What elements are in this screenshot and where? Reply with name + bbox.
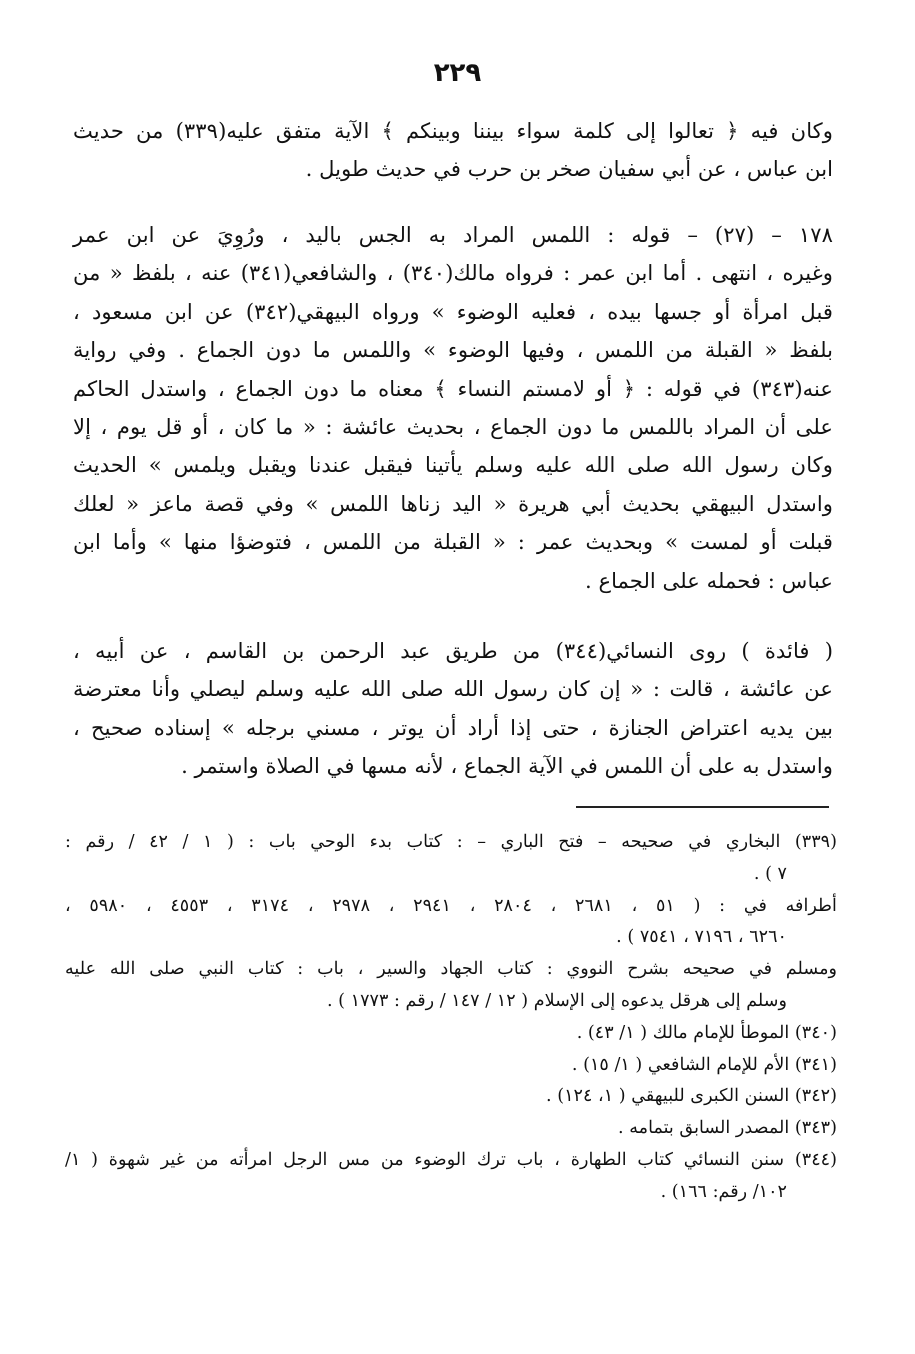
paragraph-hadith-178 <box>73 216 833 600</box>
text-line: عنه(٣٤٣) في قوله : ﴿ أو لامستم النساء ﴾ معناه ما دون الجماع ، واستدل الحاكم <box>73 375 833 401</box>
footnote-line: وسلم إلى هرقل يدعوه إلى الإسلام ( ١٢ / ١٤٧ / رقم : ١٧٧٣ ) . <box>326 990 787 1011</box>
text-line: وكان رسول الله صلى الله عليه وسلم يأتينا فيقبل عندنا ويقبل ويلمس » الحديث <box>73 452 833 478</box>
paragraph-faida <box>73 632 833 786</box>
text-line: واستدل به على أن اللمس في الآية الجماع ، لأنه مسها في الصلاة واستمر . <box>181 753 833 779</box>
footnote-line: ومسلم في صحيحه بشرح النووي : كتاب الجهاد والسير ، باب : كتاب النبي صلى الله عليه <box>65 959 837 980</box>
text-line: قبلت أو لمست » وبحديث عمر : « القبلة من اللمس ، فتوضؤا منها » وأما ابن <box>73 529 833 555</box>
text-line: عباس : فحمله على الجماع . <box>584 567 833 593</box>
page-number: ٢٢٩ <box>433 58 482 88</box>
text-line: وكان فيه ﴿ تعالوا إلى كلمة سواء بيننا وبينكم ﴾ الآية متفق عليه(٣٣٩) من حديث <box>73 118 834 143</box>
text-line: ( فائدة ) روى النسائي(٣٤٤) من طريق عبد الرحمن بن القاسم ، عن أبيه ، <box>73 638 833 663</box>
text-line: قبل امرأة أو جسها بيده ، فعليه الوضوء » ورواه البيهقي(٣٤٢) عن ابن مسعود ، <box>73 298 833 324</box>
footnote-line: أطرافه في : ( ٥١ ، ٢٦٨١ ، ٢٨٠٤ ، ٢٩٤١ ، ٢٩٧٨ ، ٣١٧٤ ، ٤٥٥٣ ، ٥٩٨٠ ، <box>65 895 837 916</box>
footnote-line: ٦٢٦٠ ، ٧١٩٦ ، ٧٥٤١ ) . <box>616 927 787 948</box>
footnote-divider <box>576 806 829 808</box>
footnotes <box>65 827 837 1209</box>
text-line: بلفظ « القبلة من اللمس ، وفيها الوضوء » واللمس ما دون الجماع . وفي رواية <box>73 337 833 363</box>
text-line: وغيره ، انتهى . أما ابن عمر : فرواه مالك(٣٤٠) ، والشافعي(٣٤١) عنه ، بلفظ « من <box>73 260 834 286</box>
text-line: عن عائشة ، قالت : « إن كان رسول الله صلى الله عليه وسلم ليصلي وأنا معترضة <box>73 676 833 702</box>
footnote-line: (٣٤٤) سنن النسائي كتاب الطهارة ، باب ترك الوضوء من مس الرجل امرأته من غير شهوة ( ١/ <box>65 1149 837 1170</box>
text-line: واستدل البيهقي بحديث أبي هريرة « اليد زناها اللمس » وفي قصة ماعز « لعلك <box>73 490 833 516</box>
text-line: ١٧٨ – (٢٧) – قوله : اللمس المراد به الجس باليد ، ورُوِيَ عن ابن عمر <box>73 222 833 247</box>
paragraph-hadith-intro <box>73 112 833 189</box>
footnote-line: (٣٤٠) الموطأ للإمام مالك ( ١/ ٤٣) . <box>576 1022 837 1043</box>
footnote-line: ١٠٢/ رقم: ١٦٦) . <box>660 1181 787 1202</box>
footnote-line: (٣٤١) الأم للإمام الشافعي ( ١/ ١٥) . <box>571 1054 837 1075</box>
footnote-line: (٣٣٩) البخاري في صحيحه – فتح الباري – : كتاب بدء الوحي باب : ( ١ / ٤٢ / رقم : <box>65 832 837 852</box>
text-line: بين يديه اعتراض الجنازة ، حتى إذا أراد أن يوتر ، مسني برجله » إسناده صحيح ، <box>73 714 833 740</box>
footnote-line: (٣٤٢) السنن الكبرى للبيهقي ( ١، ١٢٤) . <box>546 1086 837 1107</box>
text-line: على أن المراد باللمس ما دون الجماع ، بحديث عائشة : « ما كان ، أو قل يوم ، إلا <box>73 414 833 440</box>
footnote-line: (٣٤٣) المصدر السابق بتمامه . <box>618 1118 837 1139</box>
text-line: ابن عباس ، عن أبي سفيان صخر بن حرب في حديث طويل . <box>305 156 833 182</box>
footnote-line: ٧ ) . <box>753 863 787 884</box>
